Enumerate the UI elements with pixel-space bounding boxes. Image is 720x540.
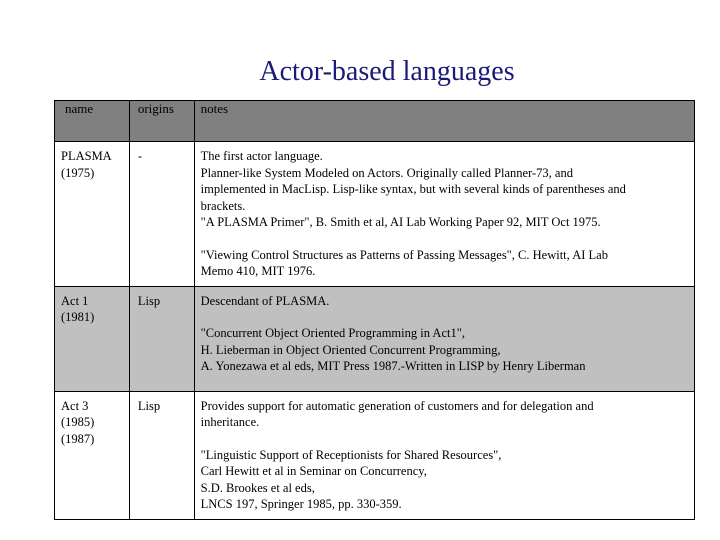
cell-origins: Lisp — [129, 391, 194, 519]
notes-line: inheritance. — [200, 415, 260, 429]
name-line: (1981) — [61, 310, 95, 324]
cell-origins: Lisp — [129, 286, 194, 391]
notes-line: implemented in MacLisp. Lisp-like syntax, but with several kinds of parentheses and — [200, 182, 626, 196]
name-line: Act 1 — [61, 293, 89, 308]
notes-line: Carl Hewitt et al in Seminar on Concurrency, — [200, 464, 427, 478]
notes-line: LNCS 197, Springer 1985, pp. 330-359. — [200, 497, 402, 511]
table-row — [55, 391, 695, 519]
notes-line: "Linguistic Support of Receptionists for Shared Resources", — [200, 447, 502, 462]
table-header-row — [55, 101, 695, 142]
notes-line: S.D. Brookes et al eds, — [200, 480, 315, 495]
notes-paragraph — [201, 447, 686, 513]
notes-line: Memo 410, MIT 1976. — [200, 264, 316, 278]
cell-name — [55, 391, 130, 519]
header-name: name — [55, 101, 130, 142]
notes-line: A. Yonezawa et al eds, MIT Press 1987.-Written in LISP by Henry Liberman — [200, 359, 586, 373]
notes-line: The first actor language. — [200, 149, 323, 163]
notes-line: brackets. — [200, 198, 246, 213]
notes-paragraph — [201, 325, 686, 375]
notes-line: Planner-like System Modeled on Actors. Originally called Planner-73, and — [200, 165, 573, 180]
name-line: PLASMA — [61, 149, 112, 163]
notes-line: H. Lieberman in Object Oriented Concurrent Programming, — [200, 342, 501, 357]
header-origins: origins — [129, 101, 194, 142]
name-line: (1985) — [61, 415, 95, 429]
name-line: (1987) — [61, 431, 95, 446]
slide-title: Actor-based languages — [259, 56, 515, 87]
notes-line: "Viewing Control Structures as Patterns of Passing Messages", C. Hewitt, AI Lab — [200, 247, 608, 262]
notes-paragraph — [201, 293, 686, 310]
languages-table — [54, 100, 695, 520]
notes-paragraph — [201, 398, 686, 431]
name-line: Act 3 — [61, 398, 89, 413]
table-row — [55, 286, 695, 391]
notes-paragraph — [201, 247, 686, 280]
cell-notes — [194, 286, 694, 391]
cell-origins: - — [129, 142, 194, 287]
table-row — [55, 142, 695, 287]
notes-line: Descendant of PLASMA. — [200, 293, 330, 308]
header-notes: notes — [194, 101, 694, 142]
name-line: (1975) — [61, 165, 95, 180]
notes-paragraph — [201, 148, 686, 231]
cell-name — [55, 286, 130, 391]
cell-notes — [194, 142, 694, 287]
cell-name — [55, 142, 130, 287]
cell-notes — [194, 391, 694, 519]
notes-line: "A PLASMA Primer", B. Smith et al, AI Lab Working Paper 92, MIT Oct 1975. — [200, 215, 601, 229]
notes-line: Provides support for automatic generation of customers and for delegation and — [200, 398, 594, 413]
notes-line: "Concurrent Object Oriented Programming in Act1", — [200, 326, 465, 340]
